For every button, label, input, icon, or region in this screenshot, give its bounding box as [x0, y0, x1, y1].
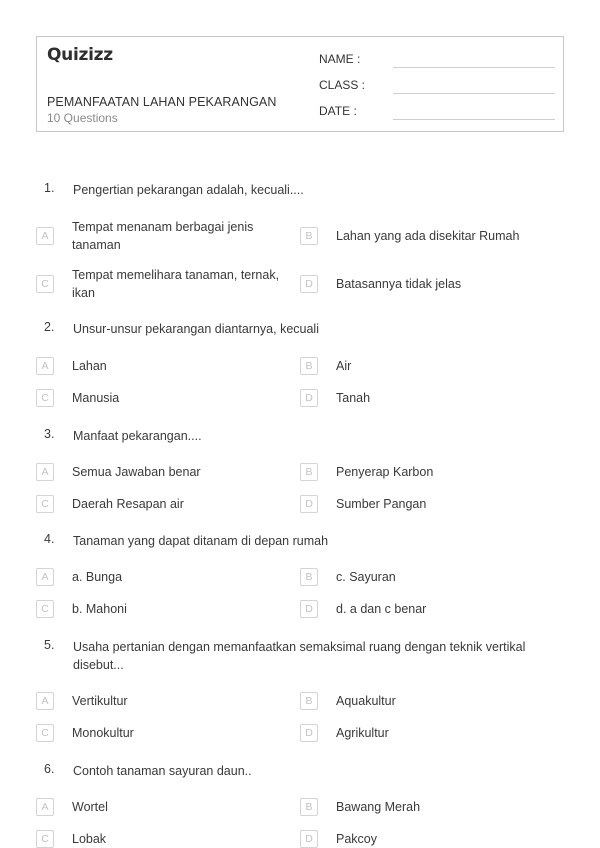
option-letter-box: B — [300, 568, 318, 586]
option-text: Manusia — [72, 391, 120, 405]
option-letter-box: B — [300, 227, 318, 245]
option-text: Air — [336, 359, 352, 373]
option-text: Tanah — [336, 391, 371, 405]
option-text: b. Mahoni — [72, 602, 127, 616]
option-letter-box: C — [36, 275, 54, 293]
option-letter-box: A — [36, 227, 54, 245]
option-1c[interactable] — [36, 266, 296, 302]
option-text: Penyerap Karbon — [336, 465, 434, 479]
option-5a[interactable] — [36, 692, 276, 710]
option-letter-box: D — [300, 389, 318, 407]
option-letter-box: D — [300, 724, 318, 742]
option-1b[interactable] — [300, 227, 560, 245]
option-3c[interactable] — [36, 495, 276, 513]
option-6c[interactable] — [36, 830, 276, 848]
question-text: Tanaman yang dapat ditanam di depan rumah — [73, 534, 329, 548]
option-6a[interactable] — [36, 798, 276, 816]
option-5c[interactable] — [36, 724, 276, 742]
option-letter-box: A — [36, 568, 54, 586]
option-letter-box: A — [36, 798, 54, 816]
question-count: 10 Questions — [47, 111, 118, 125]
name-field — [319, 52, 555, 68]
question-text: Usaha pertanian dengan memanfaatkan semaksimal ruang dengan teknik vertikal disebut... — [73, 640, 526, 672]
option-text: Lobak — [72, 832, 107, 846]
option-letter-box: B — [300, 463, 318, 481]
question-text: Unsur-unsur pekarangan diantarnya, kecuali — [73, 322, 319, 336]
option-4b[interactable] — [300, 568, 560, 586]
option-1d[interactable] — [300, 275, 560, 293]
option-letter-box: D — [300, 275, 318, 293]
question-text: Contoh tanaman sayuran daun.. — [73, 764, 252, 778]
option-text: d. a dan c benar — [336, 602, 427, 616]
question-number: 6. — [44, 762, 55, 776]
option-3a[interactable] — [36, 463, 276, 481]
option-3d[interactable] — [300, 495, 560, 513]
name-line — [393, 67, 555, 68]
option-text: Daerah Resapan air — [72, 497, 184, 511]
option-text: Pakcoy — [336, 832, 377, 846]
option-letter-box: C — [36, 495, 54, 513]
option-text: c. Sayuran — [336, 570, 396, 584]
question-5 — [44, 638, 564, 674]
option-3b[interactable] — [300, 463, 560, 481]
option-letter-box: B — [300, 357, 318, 375]
option-6b[interactable] — [300, 798, 560, 816]
question-text: Manfaat pekarangan.... — [73, 429, 202, 443]
class-label: CLASS : — [319, 78, 366, 92]
option-text: Wortel — [72, 800, 108, 814]
option-2d[interactable] — [300, 389, 560, 407]
option-text: Bawang Merah — [336, 800, 421, 814]
option-text: Aquakultur — [336, 694, 396, 708]
option-letter-box: C — [36, 600, 54, 618]
option-4c[interactable] — [36, 600, 276, 618]
option-text: a. Bunga — [72, 570, 123, 584]
option-letter-box: C — [36, 389, 54, 407]
option-text: Monokultur — [72, 726, 134, 740]
option-1a[interactable] — [36, 218, 276, 254]
option-text: Sumber Pangan — [336, 497, 427, 511]
option-5b[interactable] — [300, 692, 560, 710]
name-label: NAME : — [319, 52, 361, 66]
option-text: Batasannya tidak jelas — [336, 277, 462, 291]
option-letter-box: A — [36, 463, 54, 481]
option-text: Lahan yang ada disekitar Rumah — [336, 229, 520, 243]
worksheet-header — [36, 36, 564, 132]
option-2b[interactable] — [300, 357, 560, 375]
date-line — [393, 119, 555, 120]
option-letter-box: A — [36, 692, 54, 710]
option-letter-box: B — [300, 798, 318, 816]
option-letter-box: D — [300, 830, 318, 848]
option-4d[interactable] — [300, 600, 560, 618]
option-letter-box: D — [300, 600, 318, 618]
date-field — [319, 104, 555, 120]
option-letter-box: D — [300, 495, 318, 513]
quizizz-logo: Quizizz — [47, 45, 113, 65]
class-field — [319, 78, 555, 94]
option-5d[interactable] — [300, 724, 560, 742]
question-number: 1. — [44, 181, 55, 195]
option-text: Vertikultur — [72, 694, 128, 708]
question-number: 5. — [44, 638, 55, 652]
question-number: 3. — [44, 427, 55, 441]
question-number: 2. — [44, 320, 55, 334]
date-label: DATE : — [319, 104, 357, 118]
option-text: Semua Jawaban benar — [72, 465, 201, 479]
class-line — [393, 93, 555, 94]
option-letter-box: B — [300, 692, 318, 710]
option-letter-box: C — [36, 830, 54, 848]
option-2c[interactable] — [36, 389, 276, 407]
option-letter-box: A — [36, 357, 54, 375]
worksheet-title: PEMANFAATAN LAHAN PEKARANGAN — [47, 95, 277, 109]
question-number: 4. — [44, 532, 55, 546]
option-text: Tempat memelihara tanaman, ternak, ikan — [72, 268, 280, 300]
option-letter-box: C — [36, 724, 54, 742]
option-text: Lahan — [72, 359, 107, 373]
option-4a[interactable] — [36, 568, 276, 586]
option-text: Tempat menanam berbagai jenis tanaman — [72, 220, 254, 252]
option-2a[interactable] — [36, 357, 276, 375]
question-text: Pengertian pekarangan adalah, kecuali.... — [73, 183, 304, 197]
option-text: Agrikultur — [336, 726, 389, 740]
option-6d[interactable] — [300, 830, 560, 848]
